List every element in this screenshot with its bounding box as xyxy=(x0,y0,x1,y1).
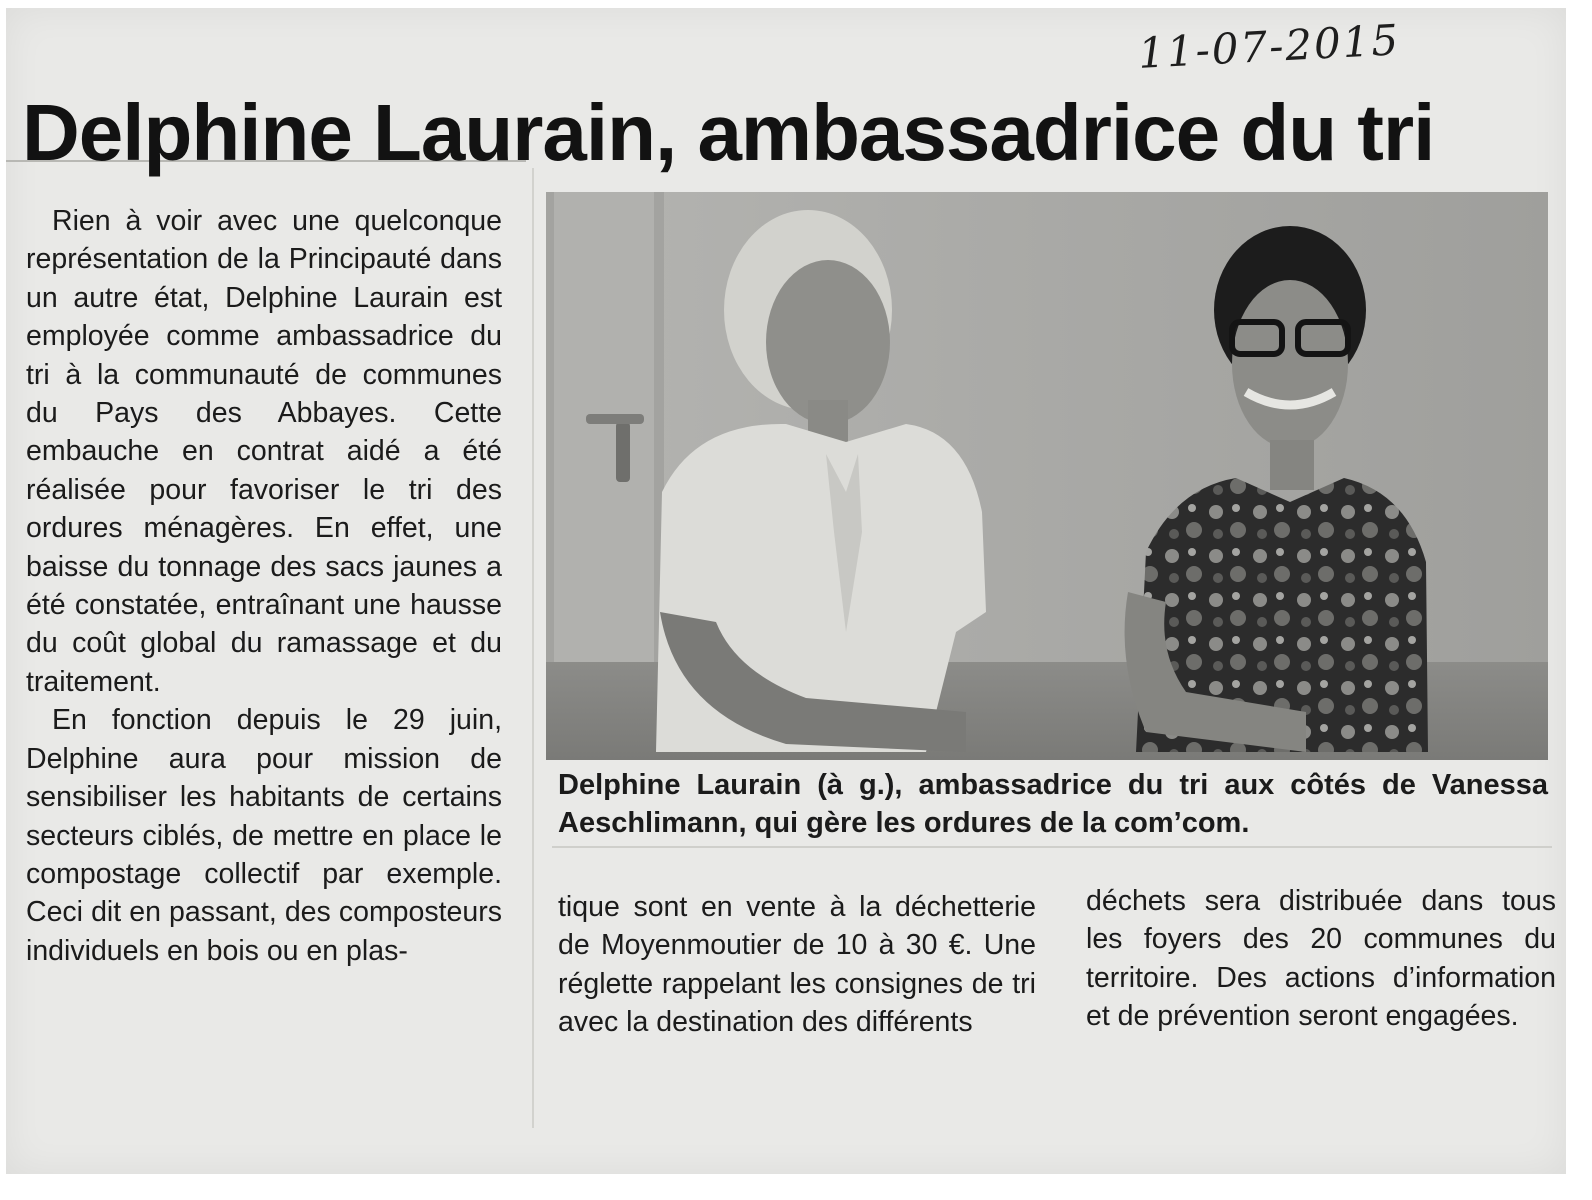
article-paragraph-3: tique sont en vente à la déchetterie de Moyenmoutier de 10 à 30 €. Une réglette rappelant les consignes de tri avec la destination des différents xyxy=(558,891,1036,1039)
photo-caption: Delphine Laurain (à g.), ambassadrice du tri aux côtés de Vanessa Aeschlimann, qui gère les ordures de la com’com. xyxy=(558,769,1548,839)
caption-divider xyxy=(552,846,1552,848)
article-paragraph-1: Rien à voir avec une quelconque représentation de la Principauté dans un autre état, Delphine Laurain est employée comme ambassadrice du tri à la communauté de communes du Pays des Abbayes. Cette embauche en contrat aidé a été réalisée pour favoriser le tri des ordures ménagères. En effet, une baisse du tonnage des sacs jaunes a été constatée, entraînant une hausse du coût global du ramassage et du traitement. xyxy=(26,205,502,698)
article-paragraph-4: déchets sera distribuée dans tous les foyers des 20 communes du territoire. Des actions d’information et de prévention seront engagées. xyxy=(1086,885,1556,1033)
handwritten-date: 11-07-2015 xyxy=(1136,15,1402,78)
headline: Delphine Laurain, ambassadrice du tri xyxy=(22,88,1435,177)
newsprint-page xyxy=(6,8,1566,1174)
article-column-middle xyxy=(558,888,1036,1042)
photo-two-women-illustration xyxy=(546,192,1548,760)
article-column-left xyxy=(26,202,502,970)
article-paragraph-2: En fonction depuis le 29 juin, Delphine aura pour mission de sensibiliser les habitants de certains secteurs ciblés, de mettre en place le compostage collectif par exemple. Ceci dit en passant, des composteurs individuels en bois ou en plas- xyxy=(26,704,502,967)
column-divider-vertical xyxy=(532,168,534,1128)
article-photo xyxy=(546,192,1548,760)
article-column-right xyxy=(1086,882,1556,1036)
